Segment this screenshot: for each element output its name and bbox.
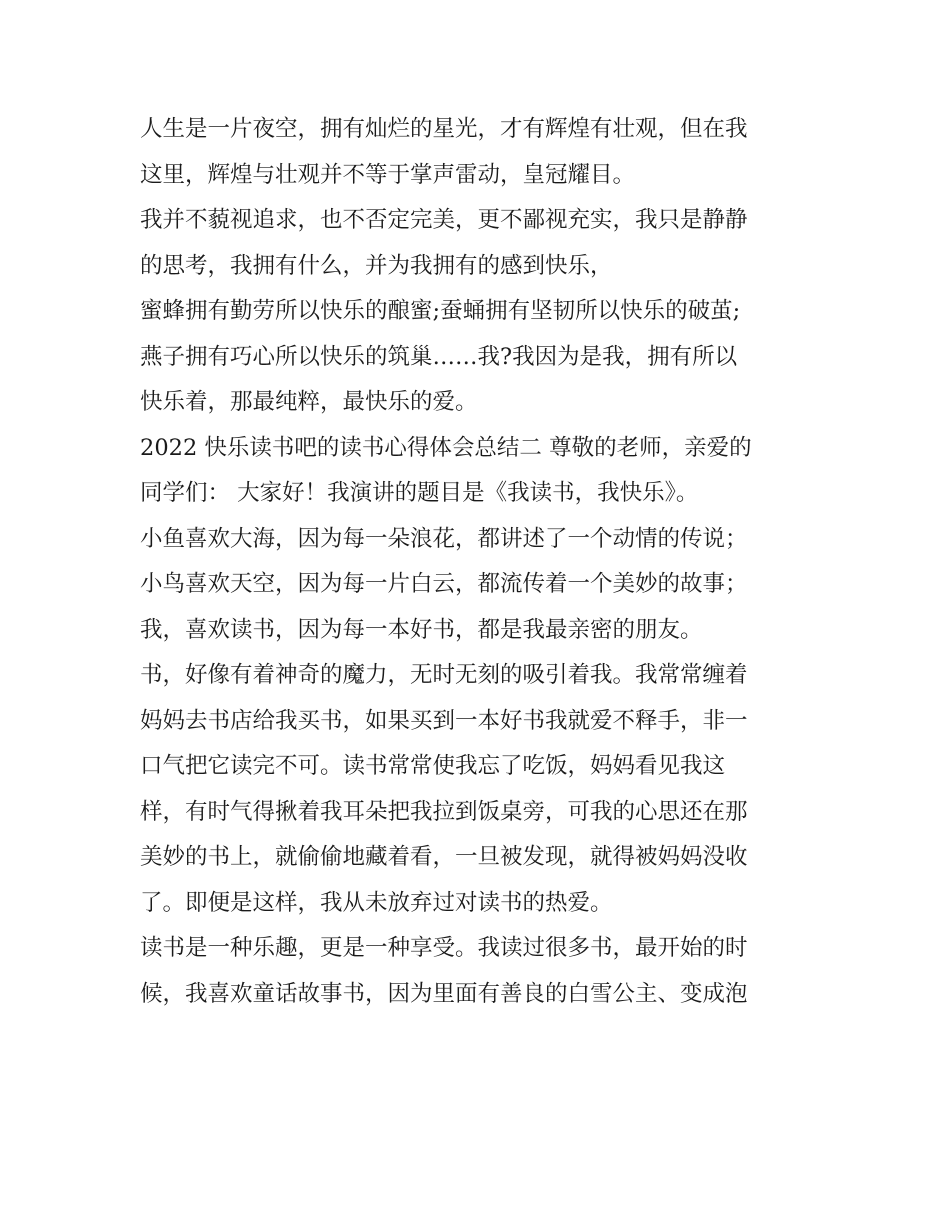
text-line-11: 小鸟喜欢天空，因为每一片白云，都流传着一个美妙的故事； [140, 571, 748, 597]
text-line-8: 2022 快乐读书吧的读书心得体会总结二 尊敬的老师，亲爱的 [140, 434, 752, 461]
text-line-15: 口气把它读完不可。读书常常使我忘了吃饭，妈妈看见我这 [140, 753, 726, 779]
text-line-20: 候，我喜欢童话故事书，因为里面有善良的白雪公主、变成泡 [140, 980, 748, 1007]
text-line-2: 这里，辉煌与壮观并不等于掌声雷动，皇冠耀目。 [140, 161, 636, 188]
text-line-18: 了。即便是这样，我从未放弃过对读书的热爱。 [140, 889, 613, 916]
text-line-16: 样，有时气得揪着我耳朵把我拉到饭桌旁，可我的心思还在那 [140, 798, 748, 825]
text-line-5: 蜜蜂拥有勤劳所以快乐的酿蜜;蚕蛹拥有坚韧所以快乐的破茧; [140, 298, 741, 324]
text-line-10: 小鱼喜欢大海，因为每一朵浪花，都讲述了一个动情的传说； [140, 525, 748, 552]
text-line-1: 人生是一片夜空，拥有灿烂的星光，才有辉煌有壮观，但在我 [140, 116, 748, 142]
text-line-14: 妈妈去书店给我买书，如果买到一本好书我就爱不释手，非一 [140, 707, 748, 734]
document-body [140, 107, 815, 1017]
text-line-4: 的思考，我拥有什么，并为我拥有的感到快乐， [140, 252, 613, 279]
text-line-7: 快乐着，那最纯粹，最快乐的爱。 [140, 389, 478, 415]
text-line-6: 燕子拥有巧心所以快乐的筑巢……我?我因为是我，拥有所以 [140, 343, 738, 370]
text-line-13: 书，好像有着神奇的魔力，无时无刻的吸引着我。我常常缠着 [140, 662, 748, 688]
text-line-3: 我并不藐视追求，也不否定完美，更不鄙视充实，我只是静静 [140, 207, 748, 233]
text-line-17: 美妙的书上，就偷偷地藏着看，一旦被发现，就得被妈妈没收 [140, 844, 748, 870]
text-line-12: 我，喜欢读书，因为每一本好书，都是我最亲密的朋友。 [140, 616, 703, 643]
text-line-9: 同学们： 大家好！我演讲的题目是《我读书，我快乐》。 [140, 480, 699, 506]
text-line-19: 读书是一种乐趣，更是一种享受。我读过很多书，最开始的时 [140, 935, 748, 961]
